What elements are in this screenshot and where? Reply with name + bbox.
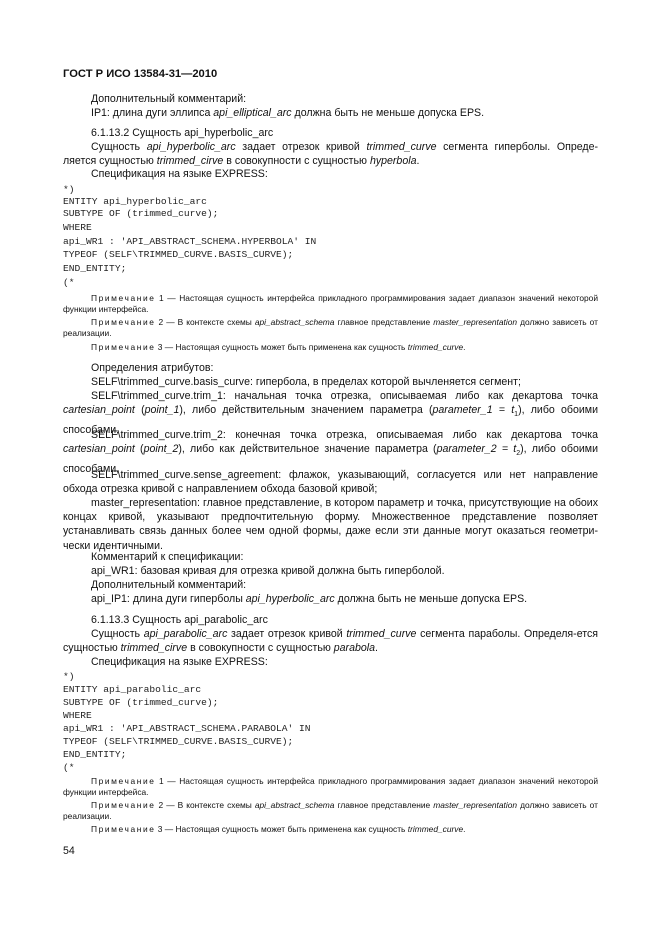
code-line: api_WR1 : 'API_ABSTRACT_SCHEMA.PARABOLA' IN bbox=[63, 723, 311, 734]
code-line: *) bbox=[63, 671, 75, 682]
note-1-repeat: Примечание 1 — Настоящая сущность интерфейса прикладного программирования задает диапазон значений некоторой функции интерфейса. bbox=[63, 776, 598, 798]
parabolic-description: Сущность api_parabolic_arc задает отрезок кривой trimmed_curve сегмента параболы. Определя-ется сущностью trimmed_cirve в совокупности с сущностью parabola. bbox=[63, 628, 598, 655]
note-3: Примечание 3 — Настоящая сущность может быть применена как сущность trimmed_curve. bbox=[91, 342, 466, 352]
note-3-repeat: Примечание 3 — Настоящая сущность может быть применена как сущность trimmed_curve. bbox=[91, 824, 466, 834]
additional-comment-label: Дополнительный комментарий: bbox=[91, 93, 247, 105]
wr1-comment: api_WR1: базовая кривая для отрезка кривой должна быть гиперболой. bbox=[91, 565, 445, 577]
code-line: WHERE bbox=[63, 222, 92, 233]
code-line: TYPEOF (SELF\TRIMMED_CURVE.BASIS_CURVE); bbox=[63, 249, 294, 260]
attributes-label: Определения атрибутов: bbox=[91, 362, 214, 374]
code-line: SUBTYPE OF (trimmed_curve); bbox=[63, 208, 219, 219]
hyperbolic-description: Сущность api_hyperbolic_arc задает отрезок кривой trimmed_curve сегмента гиперболы. Опреде-ляется сущностью trimmed_cirve в совокупности с сущностью hyperbola. bbox=[63, 141, 598, 168]
ip1-comment: IP1: длина дуги эллипса api_elliptical_arc должна быть не меньше допуска EPS. bbox=[91, 107, 485, 119]
additional-comment-label-2: Дополнительный комментарий: bbox=[91, 579, 247, 591]
code-line: ENTITY api_hyperbolic_arc bbox=[63, 196, 207, 207]
code-line: TYPEOF (SELF\TRIMMED_CURVE.BASIS_CURVE); bbox=[63, 736, 294, 747]
document-header bbox=[63, 64, 217, 82]
note-2: Примечание 2 — В контексте схемы api_abstract_schema главное представление master_representation должно зависеть от реализации. bbox=[63, 317, 598, 339]
attr-trim-2: SELF\trimmed_curve.trim_2: конечная точка отрезка, описываемая либо как декартова точка cartesian_point (point_2), либо как действительное значение параметра (parameter_2 = $t_2$), либо обоими способами, bbox=[63, 429, 598, 475]
code-line: (* bbox=[63, 277, 75, 288]
attr-trim-1: SELF\trimmed_curve.trim_1: начальная точка отрезка, описываемая либо как декартова точка cartesian_point (point_1), либо действительным значением параметра (parameter_1 = $t_1$), либо обоими способами, bbox=[63, 390, 598, 436]
section-heading-hyperbolic: 6.1.13.2 Сущность api_hyperbolic_arc bbox=[91, 127, 274, 139]
code-line: ENTITY api_parabolic_arc bbox=[63, 684, 202, 695]
section-heading-parabolic: 6.1.13.3 Сущность api_parabolic_arc bbox=[91, 614, 268, 626]
standard-title: ГОСТ Р ИСО 13584-31—2010 bbox=[63, 68, 218, 80]
code-line: (* bbox=[63, 762, 75, 773]
attr-sense-agreement: SELF\trimmed_curve.sense_agreement: флажок, указывающий, согласуется или нет направление обхода отрезка кривой с направлением обхода базовой кривой; bbox=[63, 469, 598, 496]
attr-master-representation: master_representation: главное представление, в котором параметр и точка, присутствующие на обоих концах кривой, указывают предпочтительную форму. Множественное представление позволяет устанавливать связь данных более чем одной формы, даже если эти данные могут оказаться геометри-чески идентичными. bbox=[63, 497, 598, 552]
express-spec-label: Спецификация на языке EXPRESS: bbox=[91, 168, 268, 180]
code-line: END_ENTITY; bbox=[63, 263, 127, 274]
code-line: *) bbox=[63, 184, 75, 195]
express-spec-label-2: Спецификация на языке EXPRESS: bbox=[91, 656, 268, 668]
ip1-comment-2: api_IP1: длина дуги гиперболы api_hyperbolic_arc должна быть не меньше допуска EPS. bbox=[91, 593, 528, 605]
code-line: WHERE bbox=[63, 710, 92, 721]
code-line: END_ENTITY; bbox=[63, 749, 127, 760]
code-line: api_WR1 : 'API_ABSTRACT_SCHEMA.HYPERBOLA' IN bbox=[63, 236, 317, 247]
note-2-repeat: Примечание 2 — В контексте схемы api_abstract_schema главное представление master_representation должно зависеть от реализации. bbox=[63, 800, 598, 822]
code-line: SUBTYPE OF (trimmed_curve); bbox=[63, 697, 219, 708]
page-number: 54 bbox=[63, 845, 75, 857]
spec-comment-label: Комментарий к спецификации: bbox=[91, 551, 244, 563]
note-1: Примечание 1 — Настоящая сущность интерфейса прикладного программирования задает диапазон значений некоторой функции интерфейса. bbox=[63, 293, 598, 315]
attr-basis-curve: SELF\trimmed_curve.basis_curve: гипербола, в пределах которой вычленяется сегмент; bbox=[91, 376, 521, 388]
